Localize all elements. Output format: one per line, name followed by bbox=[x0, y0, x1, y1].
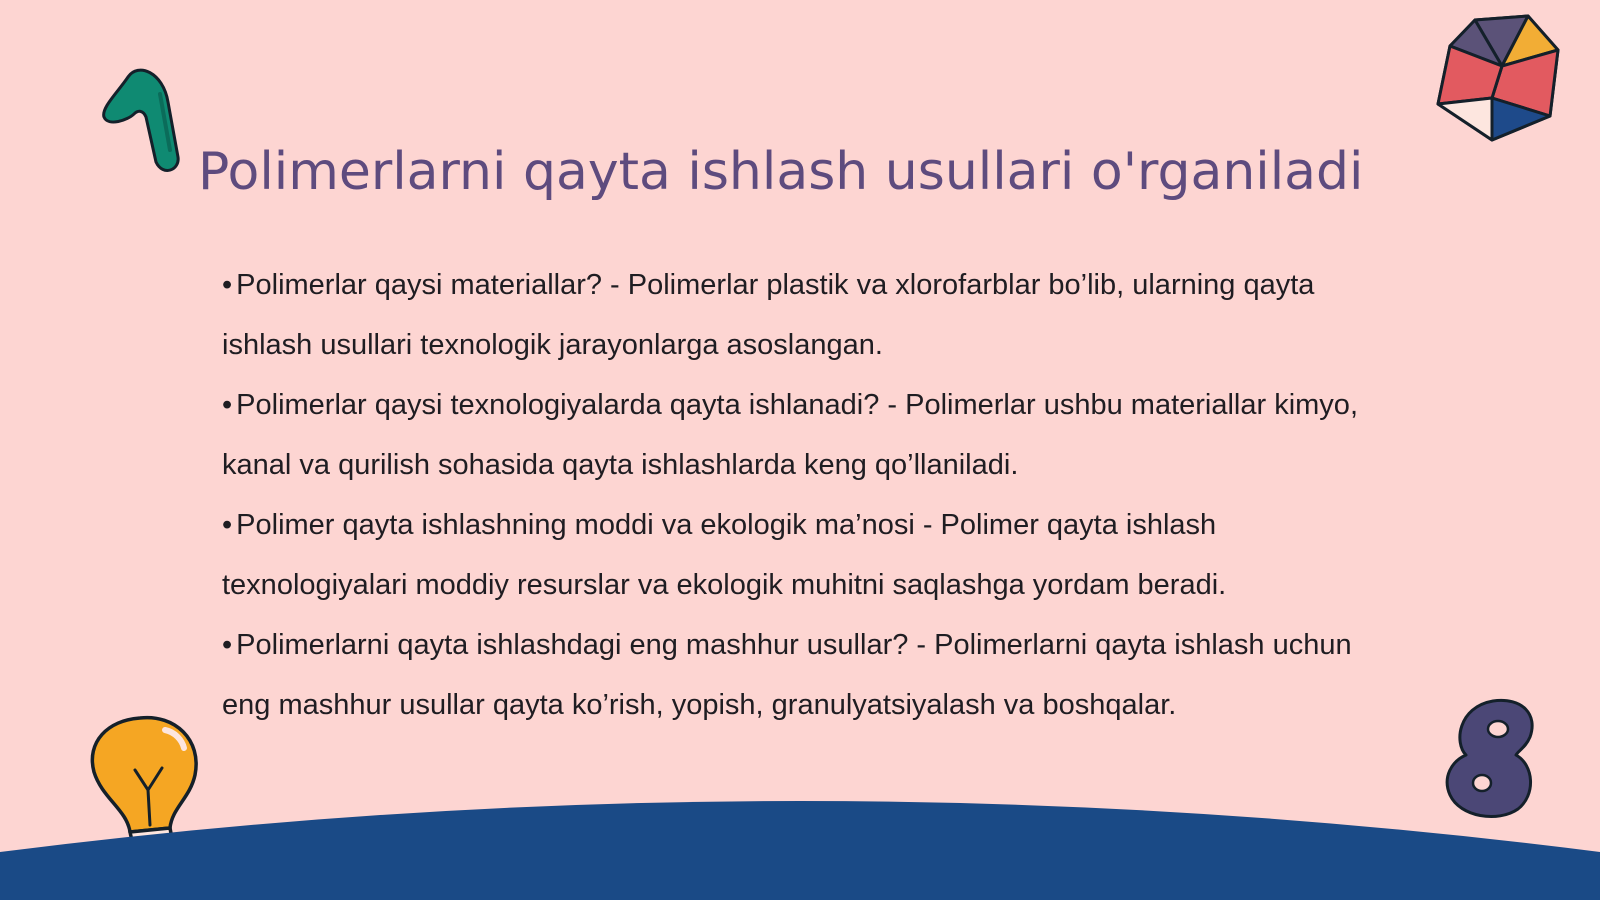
bullet-list bbox=[222, 255, 1392, 735]
bullet-item bbox=[222, 615, 1392, 735]
bullet-text: Polimerlar qaysi texnologiyalarda qayta ishlanadi? - Polimerlar ushbu materiallar kimyo, kanal va qurilish sohasida qayta ishlashlarda keng qo’llaniladi. bbox=[222, 389, 1358, 481]
bullet-item bbox=[222, 255, 1392, 375]
bullet-marker: • bbox=[222, 629, 233, 661]
polyhedron-gem-icon bbox=[1430, 8, 1565, 148]
bullet-item bbox=[222, 495, 1392, 615]
bullet-text: Polimer qayta ishlashning moddi va ekologik ma’nosi - Polimer qayta ishlash texnologiyalari moddiy resurslar va ekologik muhitni saqlashga yordam beradi. bbox=[222, 509, 1227, 601]
bullet-marker: • bbox=[222, 269, 233, 301]
bullet-text: Polimerlarni qayta ishlashdagi eng mashhur usullar? - Polimerlarni qayta ishlash uchun eng mashhur usullar qayta ko’rish, yopish, granulyatsiyalash va boshqalar. bbox=[222, 629, 1352, 721]
bullet-text: Polimerlar qaysi materiallar? - Polimerlar plastik va xlorofarblar bo’lib, ularning qayta ishlash usullari texnologik jarayonlarga asoslangan. bbox=[222, 269, 1315, 361]
number-one-icon bbox=[98, 62, 188, 182]
slide-title: Polimerlarni qayta ishlash usullari o'rganiladi bbox=[198, 142, 1364, 202]
bottom-wave bbox=[0, 790, 1600, 900]
bullet-marker: • bbox=[222, 389, 233, 421]
bullet-item bbox=[222, 375, 1392, 495]
bullet-marker: • bbox=[222, 509, 233, 541]
